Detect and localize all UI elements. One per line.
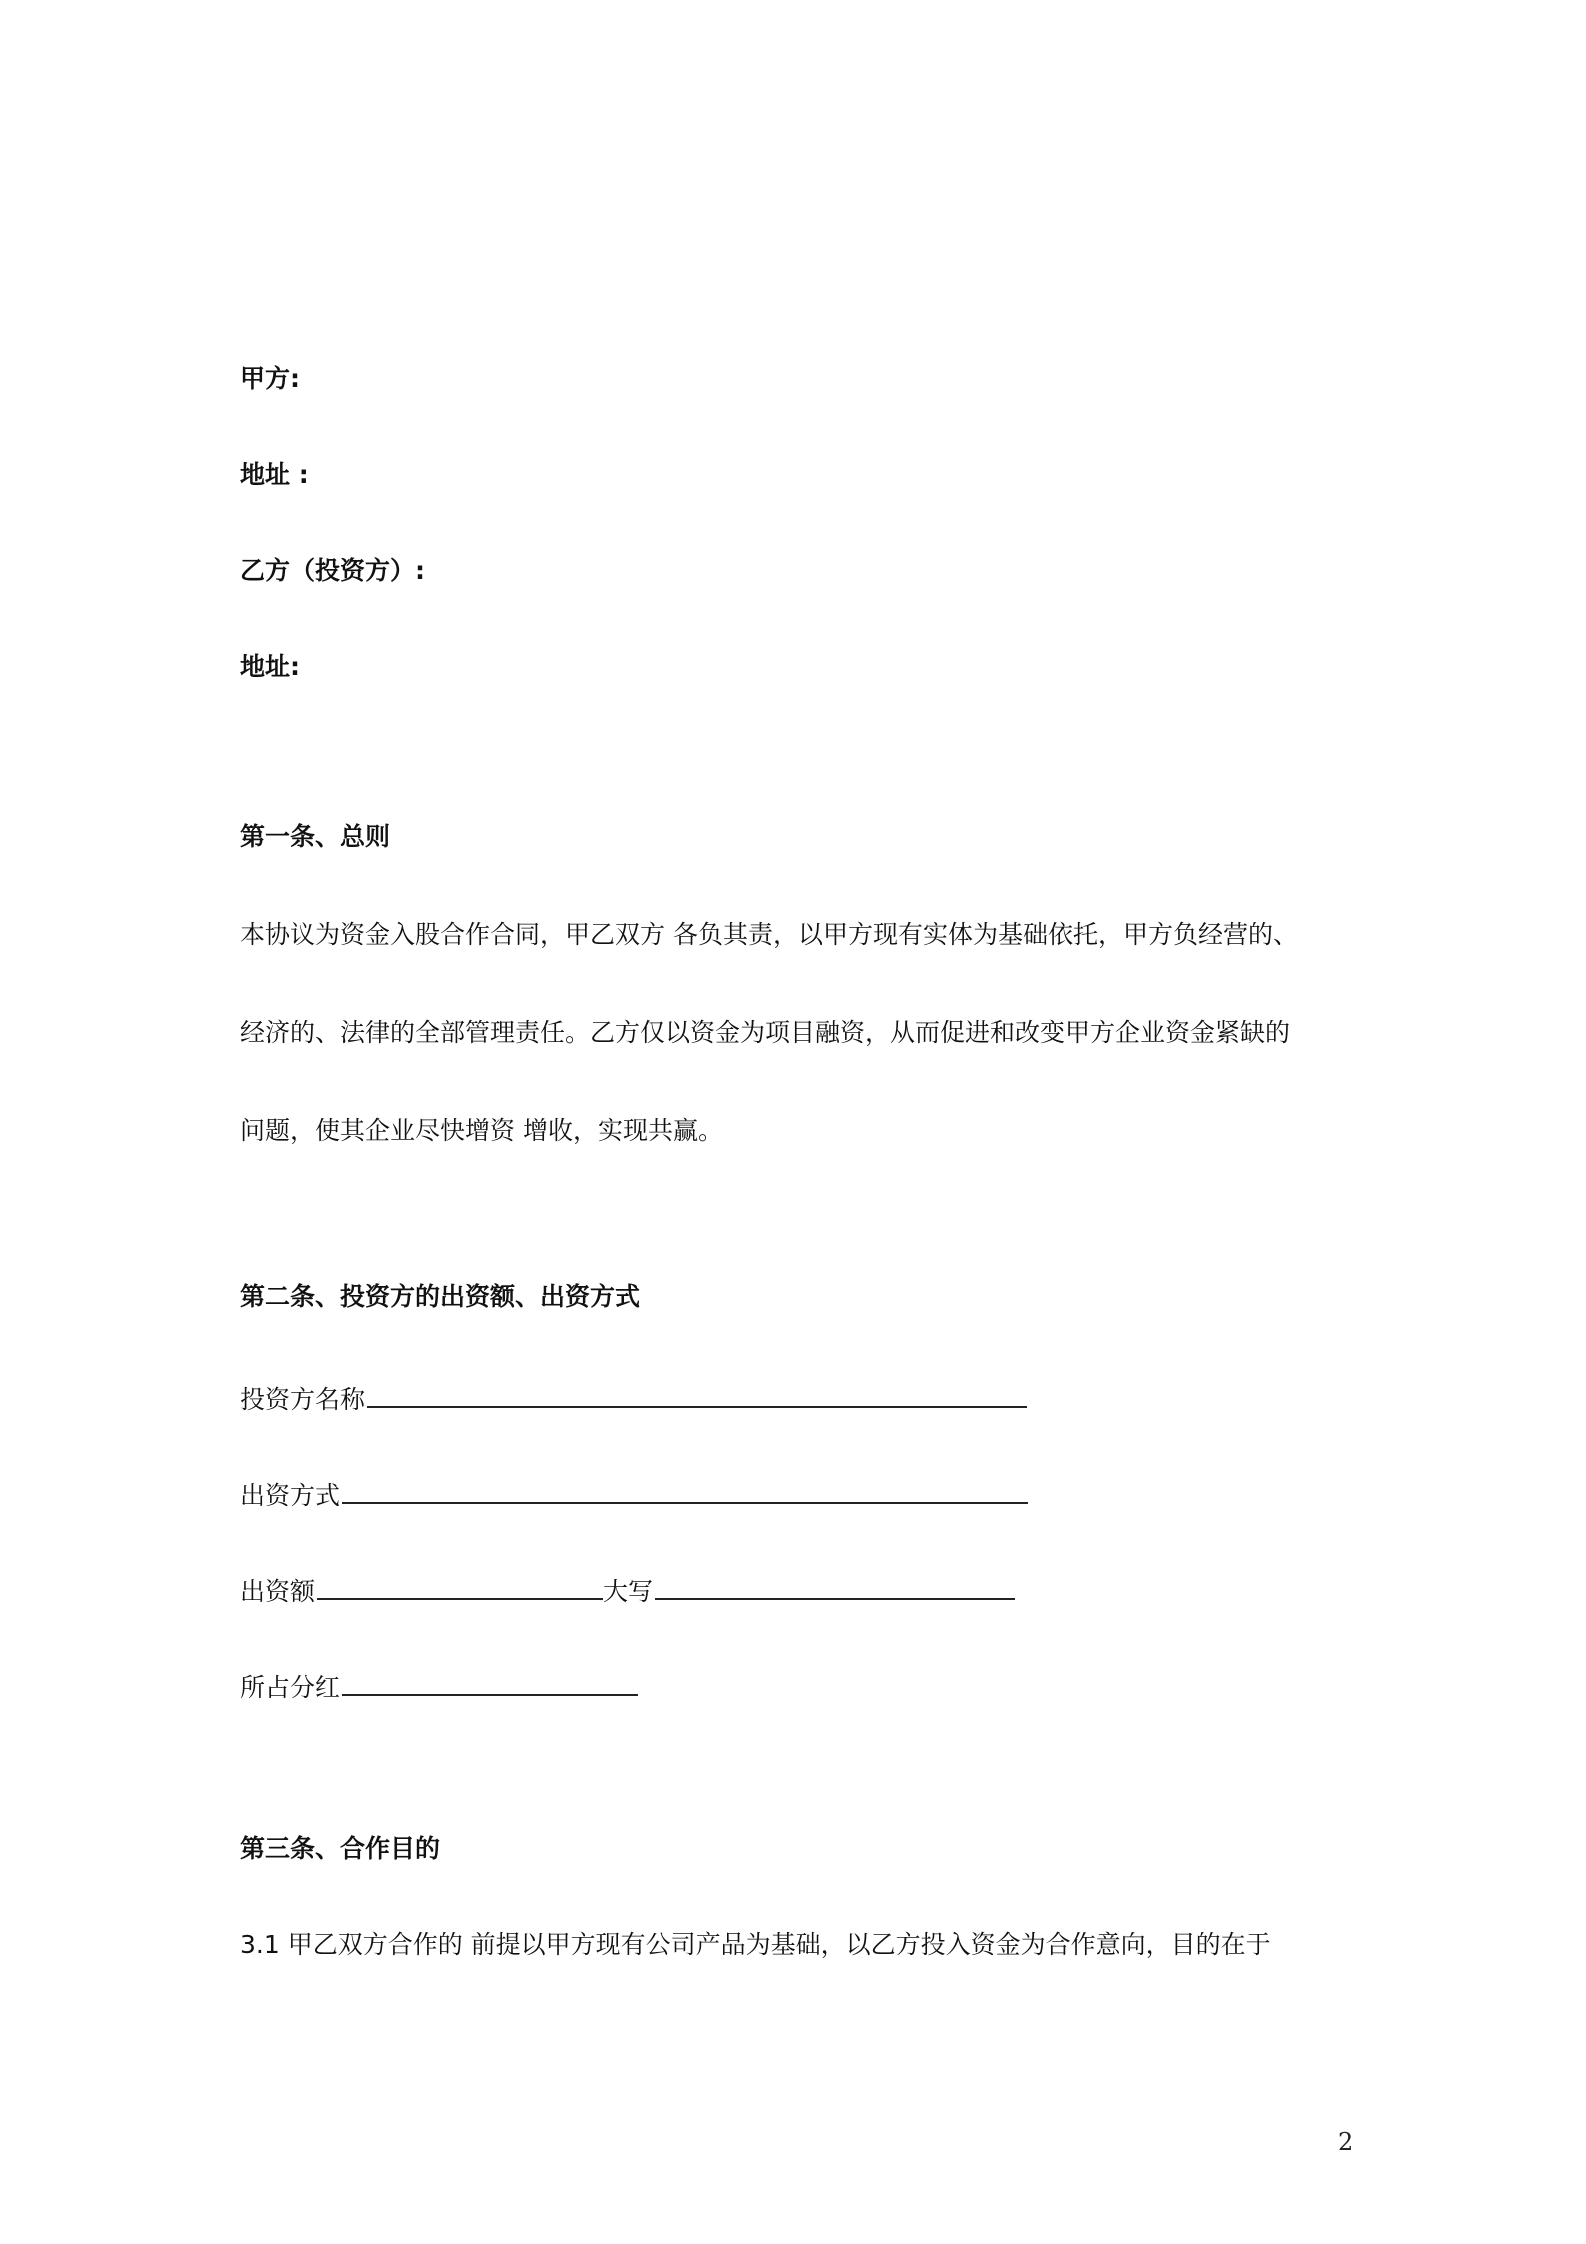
dividend-share-blank[interactable] <box>342 1666 638 1696</box>
article-1-line: 本协议为资金入股合作合同，甲乙双方 各负其责，以甲方现有实体为基础依托，甲方负经营的、 <box>240 920 1298 949</box>
dividend-share-label: 所占分红 <box>240 1673 341 1702</box>
dividend-share-row <box>240 1666 638 1705</box>
party-a-label: 甲方: <box>240 364 300 393</box>
party-b-address-label: 地址: <box>240 652 300 681</box>
article-2-title: 第二条、投资方的出资额、出资方式 <box>240 1282 641 1311</box>
party-b-label: 乙方（投资方）: <box>240 556 425 585</box>
page-number: 2 <box>1338 2128 1354 2156</box>
article-3-line-1: 3.1 甲乙双方合作的 前提以甲方现有公司产品为基础，以乙方投入资金为合作意向，目的在于 <box>240 1930 1271 1959</box>
amount-blank[interactable] <box>317 1570 603 1600</box>
investor-name-row <box>240 1378 1027 1417</box>
article-1-body <box>240 918 1380 1212</box>
investor-name-blank[interactable] <box>367 1378 1027 1408</box>
contribution-method-label: 出资方式 <box>240 1481 341 1510</box>
article-3-title: 第三条、合作目的 <box>240 1834 441 1863</box>
contribution-method-blank[interactable] <box>342 1474 1028 1504</box>
contribution-method-row <box>240 1474 1028 1513</box>
amount-label: 出资额 <box>240 1577 316 1606</box>
article-1-line: 问题，使其企业尽快增资 增收，实现共赢。 <box>240 1116 723 1145</box>
amount-row <box>240 1570 1015 1609</box>
investor-name-label: 投资方名称 <box>240 1385 366 1414</box>
amount-uppercase-label: 大写 <box>603 1577 654 1606</box>
amount-uppercase-blank[interactable] <box>655 1570 1015 1600</box>
article-1-line: 经济的、法律的全部管理责任。乙方仅以资金为项目融资，从而促进和改变甲方企业资金紧缺的 <box>240 1018 1291 1047</box>
article-1-title: 第一条、总则 <box>240 822 391 851</box>
party-a-address-label: 地址 : <box>240 460 309 489</box>
